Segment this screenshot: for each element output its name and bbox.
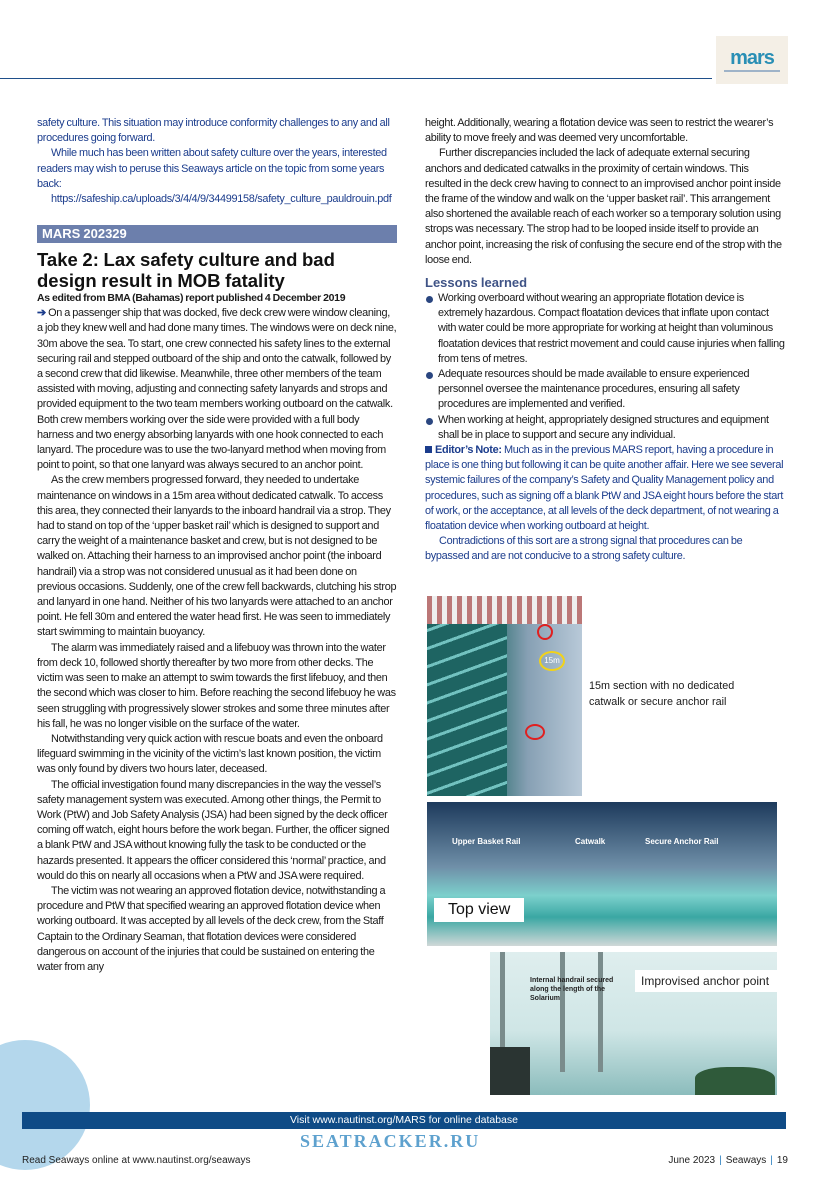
intro-paragraph: safety culture. This situation may introduce conformity challenges to any and all procedures going forward.: [37, 117, 390, 145]
logo-subline: [724, 70, 780, 72]
header-rule: [0, 78, 712, 79]
photo-title: Top view: [434, 898, 524, 922]
photo-rail: [427, 596, 582, 624]
lessons-heading: Lessons learned: [425, 275, 528, 291]
editor-note: [425, 443, 787, 534]
square-bullet-icon: [425, 446, 432, 453]
photo-windows: [427, 596, 507, 796]
right-column: [425, 116, 787, 565]
issue-date: June 2023: [668, 1155, 716, 1166]
lesson-item: [425, 413, 787, 443]
body-paragraph: Notwithstanding very quick action with rescue boats and even the onboard lifeguard swimming in the vicinity of the victim’s last known position, the victim was only found by divers two hours later, deceased.: [37, 732, 383, 776]
figure-caption: 15m section with no dedicated catwalk or secure anchor rail: [589, 680, 735, 708]
window-frame: [560, 952, 565, 1072]
lesson-text: Working overboard without wearing an appropriate flotation device is extremely hazardous. Compact floatation devices that inflate upon contact with water could be more appropriate for working at height than voluminous floatation devices that restrict movement and could cause injuries when falling from tens of metres.: [438, 292, 785, 365]
report-id-bar: MARS 202329: [37, 225, 397, 243]
photo-ship-side-15m: [427, 596, 582, 796]
body-paragraph: height. Additionally, wearing a flotation device was seen to restrict the wearer’s ability to move freely and was deemed very uncomfortable.: [425, 117, 774, 145]
lesson-item: [425, 367, 787, 413]
intro-paragraph: While much has been written about safety culture over the years, interested readers may wish to peruse this Seaways article on the topic from some years back:: [37, 147, 387, 190]
photo-improvised-anchor: [490, 952, 777, 1095]
bullet-icon: [426, 372, 433, 379]
photo-object: [490, 1047, 530, 1095]
red-circle-marker: [525, 724, 545, 740]
red-circle-marker: [537, 624, 553, 640]
arrow-icon: ➔: [37, 307, 46, 320]
editor-note-2: Contradictions of this sort are a strong signal that procedures can be bypassed and are not conducive to a strong safety culture.: [425, 535, 743, 563]
magazine-name: Seaways: [725, 1155, 767, 1166]
lesson-text: When working at height, appropriately designed structures and equipment shall be in place to support and secure any individual.: [438, 413, 769, 441]
body-paragraph: The official investigation found many discrepancies in the way the vessel’s safety management system was executed. Among other things, the Permit to Work (PtW) and Job Safety Analysis (JSA) had been signed by the deck officer coming off watch, eight hours before the work began. Further, the officer signed a blank PtW and JSA without knowing fully the task to be conducted or the hazards presented. It appears the officer considered this ‘normal’ practice, and would do this on nearly all occasions when a PtW and JSA were required.: [37, 778, 390, 882]
distance-label: 15m: [539, 651, 565, 671]
lesson-item: [425, 291, 787, 367]
body-paragraph: Further discrepancies included the lack of adequate external securing anchors and dedicated catwalks in the proximity of certain windows. This resulted in the deck crew having to connect to an improvised anchor point inside the frame of the window and walk on the ‘upper basket rail’. This arrangement also shortened the available reach of each worker so a temporary solution using strops was necessary. The strop had to be looped inside itself to provide an anchor point, increasing the risk of confusing the secure end of the strop with the loose end.: [425, 147, 782, 266]
body-text: On a passenger ship that was docked, five deck crew were window cleaning, a job they knew well and had done many times. The windows were on deck nine, 30m above the sea. To start, one crew connected his safety lines to the external securing rail and stepped outboard of the ship and onto the catwalk, followed by a second crew that did likewise. Meanwhile, three other members of the team assisted with moving, adjusting and connecting safety lanyards and strops and provided equipment to the two team members working outboard on the catwalk. Both crew members working over the side were provided with a full body harness and two energy absorbing lanyards with one hook connected to each lanyard. The procedure was to use the two-lanyard method when moving from point to point, so that one lanyard was always secured to an anchor point.: [37, 307, 397, 472]
bullet-icon: [426, 296, 433, 303]
photo-label: Secure Anchor Rail: [645, 837, 719, 846]
window-frame: [598, 952, 603, 1072]
body-paragraph: [37, 306, 397, 473]
photo-title: Improvised anchor point: [635, 970, 777, 992]
photo-top-view: [427, 802, 777, 946]
mars-logo: [716, 36, 788, 84]
photo-note: Internal handrail secured along the length of the Solarium: [530, 977, 614, 1002]
watermark-sun-icon: [0, 1040, 90, 1170]
page-number: 19: [776, 1155, 788, 1166]
editor-note-label: Editor’s Note:: [435, 444, 502, 457]
photo-plant: [695, 1067, 775, 1095]
article-title: Take 2: Lax safety culture and bad design result in MOB fatality: [37, 249, 335, 292]
lesson-text: Adequate resources should be made available to ensure experienced personnel oversee the maintenance procedures, ensuring all safety procedures are implemented and verified.: [438, 368, 750, 411]
footer-banner[interactable]: Visit www.nautinst.org/MARS for online database: [22, 1112, 786, 1129]
body-paragraph: As the crew members progressed forward, they needed to undertake maintenance on windows in a 15m area without dedicated catwalk. To access this area, they connected their lanyards to the inboard handrail via a strop. They had to stand on top of the ‘upper basket rail’ which is designed to support and carry the weight of a maintenance basket and crew, but is not designed to be walked on. Attaching their harness to an improvised anchor point (the inboard handrail) via a strop was not considered unusual as it had been done on previous occasions. Suddenly, one of the crew fell backwards, clutching his strop and lanyard in one hand. Neither of his two lanyards were attached to an anchor point. He fell 30m and entered the water head first. He was seen to immediately start swimming to maintain buoyancy.: [37, 474, 397, 639]
left-column: [37, 116, 397, 975]
photo-label: Catwalk: [575, 837, 606, 846]
photo-label: Upper Basket Rail: [452, 837, 521, 846]
logo-text: mars: [730, 47, 774, 69]
body-paragraph: The victim was not wearing an approved flotation device, notwithstanding a procedure and PtW that specified wearing an approved flotation device when working outboard. It was accepted by all levels of the deck crew, from the Staff Captain to the Ordinary Seaman, that flotation devices were considered dangerous on account of the injuries that could be sustained on entering the water from any: [37, 884, 386, 973]
editor-note-text: Much as in the previous MARS report, having a procedure in place is one thing but following it can be quite another affair. Here we see several systemic failures of the company’s Safety and Quality Management policy and procedures, such as signing off a blank PtW and JSA eight hours before the start of work, or the acceptance, at all levels of the deck department, of not wearing a floatation device when working outboard at height.: [425, 444, 784, 533]
article-link[interactable]: https://safeship.ca/uploads/3/4/4/9/34499158/safety_culture_pauldrouin.pdf: [51, 193, 392, 206]
lessons-list: [425, 291, 787, 443]
article-byline: As edited from BMA (Bahamas) report published 4 December 2019: [37, 292, 346, 305]
body-paragraph: The alarm was immediately raised and a lifebuoy was thrown into the water from deck 10, followed shortly thereafter by two more from other decks. The victim was seen to make an attempt to swim towards the first lifebuoy, and then the second which was closer to him. Before reaching the second lifebuoy he was seen struggling with progressively slower strokes and some three minutes after his fall, he was no longer visible on the surface of the water.: [37, 641, 396, 730]
footer-left: Read Seaways online at www.nautinst.org/seaways: [22, 1155, 251, 1166]
footer-right: June 2023 | Seaways | 19: [668, 1155, 788, 1166]
watermark: SEATRACKER.RU: [300, 1131, 481, 1151]
bullet-icon: [426, 418, 433, 425]
